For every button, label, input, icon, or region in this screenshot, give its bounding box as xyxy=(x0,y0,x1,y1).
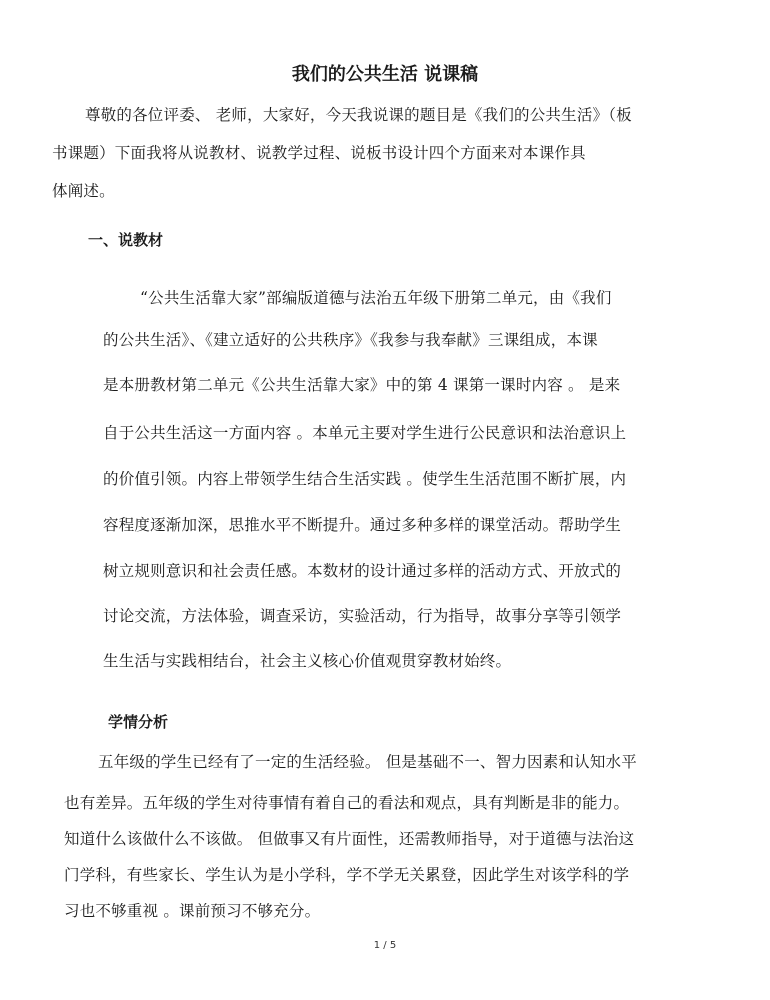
section1-line-5: 的价值引领。内容上带领学生结合生活实践 。使学生生活范围不断扩展，内 xyxy=(103,470,627,488)
section-heading-student-analysis: 学情分析 xyxy=(108,713,169,731)
section2-line-2: 也有差异。五年级的学生对待事情有着自己的看法和观点，具有判断是非的能力。 xyxy=(64,794,630,812)
section2-line-1: 五年级的学生已经有了一定的生活经验。 但是基础不一、智力因素和认知水平 xyxy=(98,753,637,771)
section1-line-3: 是本册教材第二单元《公共生活靠大家》中的第 4 课第一课时内容 。 是来 xyxy=(103,376,621,394)
section1-line-2: 的公共生活》、《建立适好的公共秩序》《我参与我奉献》三课组成，本课 xyxy=(103,331,598,349)
section-heading-textbook: 一、说教材 xyxy=(88,231,164,249)
section1-line-6: 容程度逐渐加深，思推水平不断提升。通过多种多样的课堂活动。帮助学生 xyxy=(103,516,622,534)
intro-line-3: 体阐述。 xyxy=(52,182,115,200)
section2-line-4: 门学科，有些家长、学生认为是小学科，学不学无关累登，因此学生对该学科的学 xyxy=(64,866,630,884)
section1-line-8: 讨论交流，方法体验，调查采访，实验活动，行为指导，故事分享等引领学 xyxy=(103,607,622,625)
intro-line-1: 尊敬的各位评委、 老师，大家好，今天我说课的题目是《我们的公共生活》（板 xyxy=(85,106,632,124)
section1-line-4: 自于公共生活这一方面内容 。本单元主要对学生进行公民意识和法治意识上 xyxy=(103,424,627,442)
section2-line-3: 知道什么该做什么不该做。 但做事又有片面性，还需教师指导，对于道德与法治这 xyxy=(64,830,635,848)
section1-line-1: “公共生活靠大家”部编版道德与法治五年级下册第二单元，由《我们 xyxy=(140,289,612,307)
section1-line-7: 树立规则意识和社会责任感。本数材的设计通过多样的活动方式、开放式的 xyxy=(103,562,622,580)
page-number: 1 / 5 xyxy=(373,940,397,951)
section2-line-5: 习也不够重视 。课前预习不够充分。 xyxy=(64,902,321,920)
intro-line-2: 书课题）下面我将从说教材、说教学过程、说板书设计四个方面来对本课作具 xyxy=(52,144,586,162)
section1-line-9: 生生活与实践相结台，社会主义核心价值观贯穿教材始终。 xyxy=(103,652,512,670)
page-title: 我们的公共生活 说课稿 xyxy=(291,64,479,85)
